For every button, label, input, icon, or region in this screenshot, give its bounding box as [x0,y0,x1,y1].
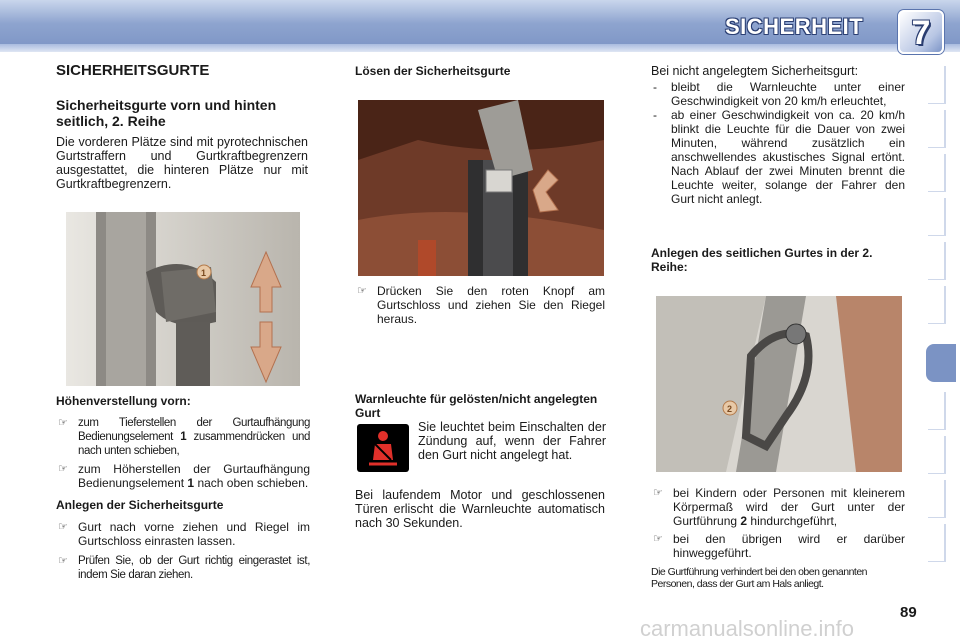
chapter-tab[interactable] [928,524,946,562]
chapter-number: 7 [911,14,931,52]
page-number: 89 [900,604,917,621]
chapter-tab[interactable] [928,110,946,148]
hand-pointer-icon: ☞ [653,533,663,545]
warning-light-heading: Warnleuchte für gelösten/nicht angelegten Gurt [355,392,598,420]
list-item: - bleibt die Warnleuchte unter einer Geschwindigkeit von 20 km/h erleuchtet, [653,80,905,108]
warning-light-text-2: Bei laufendem Motor und geschlossenen Türen erlischt die Warnleuchte automatisch nach 30 Sekunden. [355,488,605,530]
list-item: ☞ Gurt nach vorne ziehen und Riegel im Gurtschloss einrasten lassen. [58,520,310,548]
warning-intro: Bei nicht angelegtem Sicherheitsgurt: [651,64,859,78]
header-stripe [0,44,960,52]
chapter-tab[interactable] [928,66,946,104]
hand-pointer-icon: ☞ [58,417,68,429]
page-title: SICHERHEITSGURTE [56,62,210,79]
hand-pointer-icon: ☞ [58,521,68,533]
watermark: carmanualsonline.info [640,616,855,640]
list-item: ☞ bei Kindern oder Personen mit kleinerem Körpermaß wird der Gurt unter der Gurtführung 2 hindurchgeführt, [653,486,905,528]
height-adjust-photo [66,212,300,386]
belt-buckle-illustration [358,100,604,276]
list-item: ☞ zum Höherstellen der Gurtaufhängung Bedienungselement 1 nach oben schieben. [58,462,310,490]
fasten-heading: Anlegen der Sicherheitsgurte [56,498,224,512]
release-photo [358,100,604,276]
column-left [56,62,308,191]
hand-pointer-icon: ☞ [58,555,68,567]
release-heading: Lösen der Sicherheitsgurte [355,64,511,78]
photo-marker: 1 [201,268,207,278]
hand-pointer-icon: ☞ [357,285,367,297]
height-adjust-heading: Höhenverstellung vorn: [56,394,191,408]
photo-marker: 2 [727,404,733,414]
chapter-tab[interactable] [928,154,946,192]
list-item: ☞ zum Tieferstellen der Gurtaufhängung Bedienungselement 1 zusammendrücken und nach unten schieben, [58,417,311,457]
chapter-tab[interactable] [928,286,946,324]
column-middle-lower [355,284,605,420]
column-right [651,64,905,274]
section-title: SICHERHEIT [725,14,864,39]
list-item: ☞ Prüfen Sie, ob der Gurt richtig eingerastet ist, indem Sie daran ziehen. [58,555,310,581]
chapter-tab[interactable] [928,480,946,518]
chapter-tab[interactable] [928,198,946,236]
list-item: - ab einer Geschwindigkeit von ca. 20 km/h blinkt die Leuchte für die Dauer von zwei Minuten, während zusätzlich ein anschwellendes akustisches Signal ertönt. Nach Ablauf der zwei Minuten brennt die Leuchte weiter, solange der Fahrer den Gurt nicht anlegt. [653,108,905,206]
list-item: ☞ Drücken Sie den roten Knopf am Gurtschloss und ziehen Sie den Riegel heraus. [357,284,605,326]
side-belt-heading: Anlegen des seitlichen Gurtes in der 2. Reihe: [651,246,873,274]
chapter-tab-active[interactable] [926,344,956,382]
column-right-lower [651,486,905,590]
footnote: Die Gurtführung verhindert bei den oben genannten Personen, dass der Gurt am Hals anliegt. [651,566,868,590]
column-middle [355,64,605,78]
chapter-tab[interactable] [928,392,946,430]
hand-pointer-icon: ☞ [58,463,68,475]
belt-height-illustration [66,212,300,386]
list-item: ☞ bei den übrigen wird er darüber hinweggeführt. [653,532,905,560]
warning-light-text: Sie leuchtet beim Einschalten der Zündung auf, wenn der Fahrer den Gurt nicht angelegt hat. [418,420,606,462]
chapter-tab[interactable] [928,436,946,474]
chapter-badge[interactable] [898,10,944,54]
hand-pointer-icon: ☞ [653,487,663,499]
belt-guide-illustration [656,296,902,472]
column-left-lower [56,394,310,582]
side-belt-photo [656,296,902,472]
section-heading: Sicherheitsgurte vorn und hinten seitlich, 2. Reihe [56,97,277,129]
intro-paragraph: Die vorderen Plätze sind mit pyrotechnischen Gurtstraffern und Gurtkraftbegrenzern ausgestattet, die hinteren Plätze nur mit Gurtkraftbegrenzern. [56,135,308,191]
seatbelt-warning-icon [357,424,409,472]
chapter-tabs [928,66,948,566]
chapter-tab[interactable] [928,242,946,280]
